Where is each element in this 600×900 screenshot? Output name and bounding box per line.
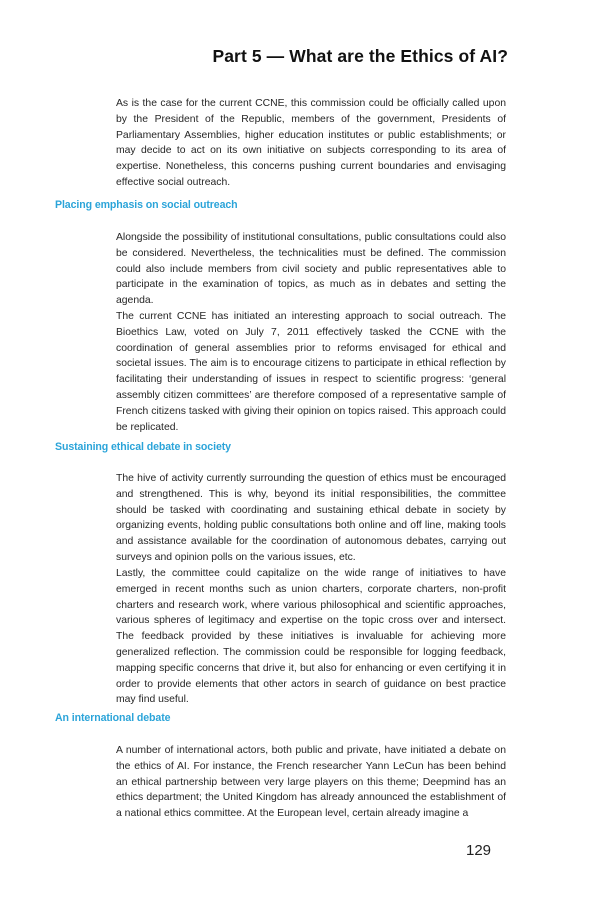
section-heading-ethical-debate: Sustaining ethical debate in society <box>55 441 231 453</box>
social-outreach-paragraph-2: The current CCNE has initiated an interesting approach to social outreach. The Bioethics Law, voted on July 7, 2011 effectively tasked the CCNE with the coordination of general assemblies prior to reforms envisaged for ethical and societal issues. The aim is to encourage citizens to participate in ethical reflection by facilitating their understanding of issues in respect to scientific progress: ‘general assembly citizen committees’ are therefore composed of a representative sample of French citizens tasked with giving their opinion on topics raised. This approach could be replicated. <box>116 311 506 433</box>
page-number: 129 <box>466 842 492 859</box>
section-heading-international-debate: An international debate <box>55 712 171 724</box>
social-outreach-paragraph-1: Alongside the possibility of institutional consultations, public consultations could also be considered. Nevertheless, the technicalities must be defined. The commission could also include members from civil society and public representatives able to participate in the examination of topics, as much as in debates and setting the agenda. <box>116 232 506 307</box>
international-debate-paragraph-1: A number of international actors, both public and private, have initiated a debate on the ethics of AI. For instance, the French researcher Yann LeCun has been behind an ethical partnership between very large players on this theme; Deepmind has an ethics department; the United Kingdom has already announced the establishment of a national ethics committee. At the European level, certain already imagine a <box>116 745 506 820</box>
ethical-debate-paragraph-1: The hive of activity currently surrounding the question of ethics must be encouraged and strengthened. This is why, beyond its initial responsibilities, the committee should be tasked with coordinating and sustaining ethical debate in society by organizing events, holding public consultations both online and off line, making tools and assistance available for the coordination of autonomous debates, carrying out surveys and opinion polls on the various issues, etc. <box>116 473 506 563</box>
ethical-debate-paragraph-2: Lastly, the committee could capitalize on the wide range of initiatives to have emerged in recent months such as union charters, corporate charters, non-profit charters and research work, where various philosophical and scientific approaches, various spheres of legitimacy and expertise on the topic cross over and intersect. The feedback provided by these initiatives is invaluable for achieving more generalized reflection. The commission could be responsible for logging feedback, mapping specific concerns that drive it, but also for enhancing or even certifying it in order to provide elements that other actors in search of guidance on best practice may find useful. <box>116 568 506 706</box>
part-title: Part 5 — What are the Ethics of AI? <box>212 46 508 66</box>
section-heading-social-outreach: Placing emphasis on social outreach <box>55 199 238 211</box>
intro-paragraph: As is the case for the current CCNE, this commission could be officially called upon by the President of the Republic, members of the government, Presidents of Parliamentary Assemblies, higher education institutes or public establishments; or may decide to act on its own initiative on subjects corresponding to its area of expertise. Nonetheless, this concerns pushing current boundaries and envisaging effective social outreach. <box>116 98 506 188</box>
